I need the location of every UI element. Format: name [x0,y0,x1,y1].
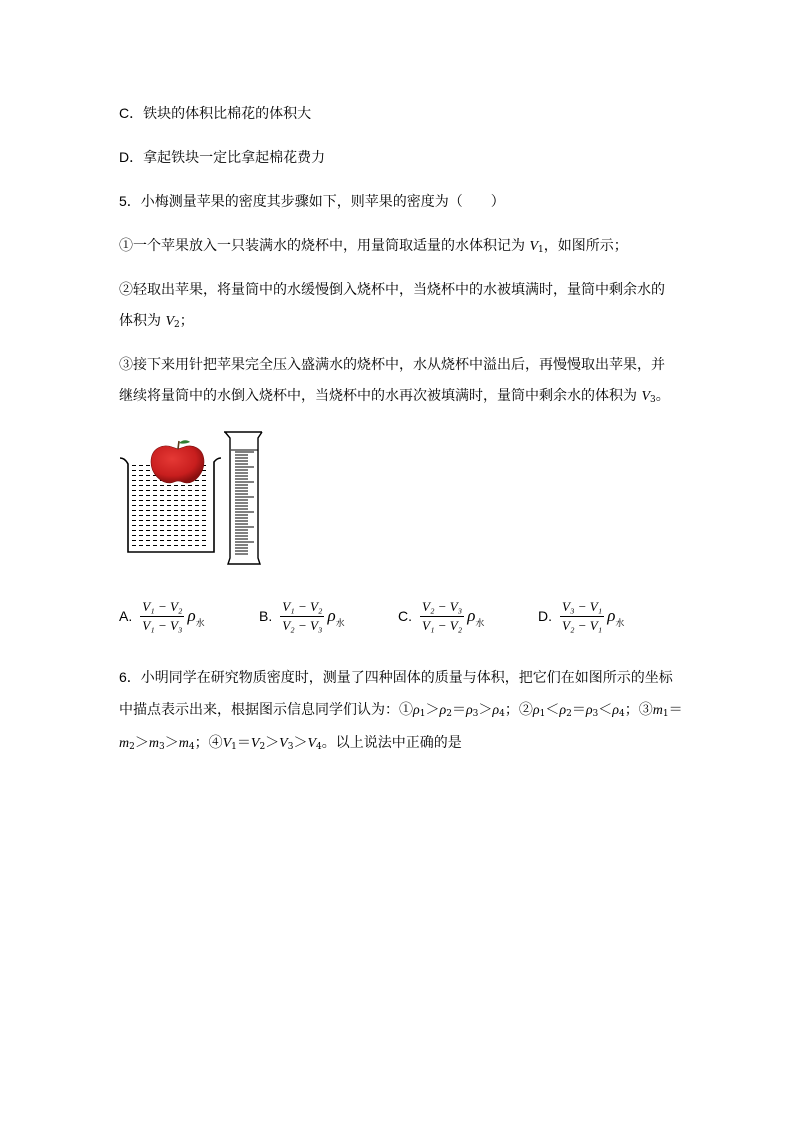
formula-fraction: $\frac{\text{V₁ − V₂}}{\text{V₁ − V₃}}$ [142,598,183,633]
choice-label: B. [259,608,273,624]
question-6-line-2: 中描点表示出来，根据图示信息同学们认为：$①\rho_1>\rho_2=\rho_3>\rho_4$；$②\rho_1<\rho_2=\rho_3<\rho_4$；$③m_1=$ [119,702,683,719]
step-3-line-2: 继续将量筒中的水倒入烧杯中，当烧杯中的水再次被填满时，量筒中剩余水的体积为 $V_3$。 [119,388,670,405]
question-text: 小梅测量苹果的密度其步骤如下，则苹果的密度为（ ） [140,194,505,210]
measuring-cylinder [224,432,262,564]
question-number: 5． [119,193,141,209]
formula-fraction: $\frac{\text{V₁ − V₂}}{\text{V₂ − V₃}}$ [282,598,323,633]
step-2-line-1: ②轻取出苹果，将量筒中的水缓慢倒入烧杯中，当烧杯中的水被填满时，量筒中剩余水的 [119,282,665,298]
step-2-line-2: 体积为 $V_2$； [119,313,194,330]
formula-fraction: $\frac{\text{V₃ − V₁}}{\text{V₂ − V₁}}$ [562,598,603,633]
choice-label: C. [398,608,412,624]
question-6-line-1: 6．小明同学在研究物质密度时，测量了四种固体的质量与体积，把它们在如图所示的坐标 [119,669,673,686]
apple [151,440,204,483]
option-label: D． [119,149,144,165]
beaker-cylinder-figure [118,428,268,568]
step-3-line-1: ③接下来用针把苹果完全压入盛满水的烧杯中，水从烧杯中溢出后，再慢慢取出苹果，并 [119,357,665,373]
formula-fraction: $\frac{\text{V₂ − V₃}}{\text{V₁ − V₂}}$ [422,598,463,633]
option-text: 拿起铁块一定比拿起棉花费力 [143,150,326,166]
choice-c[interactable]: C. $\frac{\text{V₂ − V₃}}{\text{V₁ − V₂}}$ ρ 水 [398,598,485,633]
question-6-line-3: $m_2>m_3>m_4$；$④V_1=V_2>V_3>V_4$。以上说法中正确的是 [119,735,462,752]
question-5-stem [119,191,505,212]
question-number: 6． [119,669,141,685]
choice-a[interactable]: A. $\frac{\text{V₁ − V₂}}{\text{V₁ − V₃}}$ ρ 水 [119,598,205,633]
option-text: 铁块的体积比棉花的体积大 [143,106,312,122]
choice-b[interactable]: B. $\frac{\text{V₁ − V₂}}{\text{V₂ − V₃}}$ ρ 水 [259,598,345,633]
choice-label: A. [119,608,133,624]
choice-d[interactable]: D. $\frac{\text{V₃ − V₁}}{\text{V₂ − V₁}}$ ρ 水 [538,598,625,633]
step-1: ①一个苹果放入一只装满水的烧杯中，用量筒取适量的水体积记为 $V_1$，如图所示； [119,238,628,255]
choice-label: D. [538,608,552,624]
option-c-line [119,103,311,124]
option-label: C． [119,105,144,121]
option-d-line [119,147,325,168]
